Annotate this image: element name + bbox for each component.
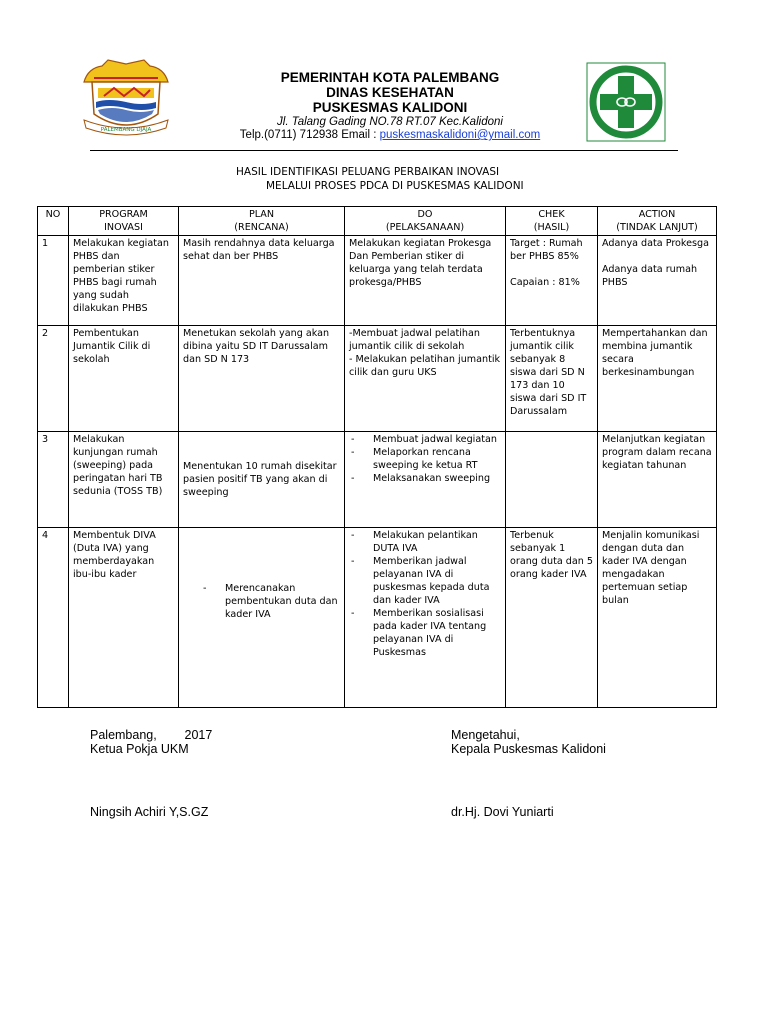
cell-chek xyxy=(506,432,598,528)
cell-plan: Masih rendahnya data keluarga sehat dan ber PHBS xyxy=(179,236,345,326)
do-item: - Membuat jadwal kegiatan xyxy=(349,433,501,446)
cell-action: Melanjutkan kegiatan program dalam recana kegiatan tahunan xyxy=(598,432,717,528)
cell-action: Menjalin komunikasi dengan duta dan kader IVA dengan mengadakan pertemuan setiap bulan xyxy=(598,528,717,708)
action-item: Adanya data rumah PHBS xyxy=(602,264,698,288)
do-item: - Melaporkan rencana sweeping ke ketua RT xyxy=(349,446,501,472)
cell-no: 1 xyxy=(38,236,69,326)
cell-plan: Menentukan 10 rumah disekitar pasien positif TB yang akan di sweeping xyxy=(179,432,345,528)
header-no: NO xyxy=(38,207,69,236)
header-divider xyxy=(90,150,678,151)
title-line-1: HASIL IDENTIFIKASI PELUANG PERBAIKAN INOVASI xyxy=(236,166,500,178)
header-program: PROGRAM INOVASI xyxy=(69,207,179,236)
cell-no: 3 xyxy=(38,432,69,528)
cell-program: Melakukan kegiatan PHBS dan pemberian stiker PHBS bagi rumah yang sudah dilakukan PHBS xyxy=(69,236,179,326)
header-address: Jl. Talang Gading NO.78 RT.07 Kec.Kalidoni xyxy=(277,116,503,128)
cell-plan xyxy=(179,528,345,708)
do-item: - Melakukan pelatihan jumantik cilik dan guru UKS xyxy=(349,354,501,378)
cell-chek xyxy=(506,236,598,326)
cell-chek: Terbenuk sebanyak 1 orang duta dan 5 orang kader IVA xyxy=(506,528,598,708)
header-line-1: PEMERINTAH KOTA PALEMBANG xyxy=(280,70,500,85)
signature-right xyxy=(451,728,606,756)
header-chek: CHEK (HASIL) xyxy=(506,207,598,236)
cell-do: Melakukan kegiatan Prokesga Dan Pemberian stiker di keluarga yang telah terdata prokesga/PHBS xyxy=(345,236,506,326)
header-line-3: PUSKESMAS KALIDONI xyxy=(312,100,468,115)
cell-no: 4 xyxy=(38,528,69,708)
header-plan: PLAN (RENCANA) xyxy=(179,207,345,236)
do-item: - Melaksanakan sweeping xyxy=(349,472,501,485)
cell-program: Pembentukan Jumantik Cilik di sekolah xyxy=(69,326,179,432)
cell-no: 2 xyxy=(38,326,69,432)
table-header-row xyxy=(38,207,717,236)
do-item: - Memberikan sosialisasi pada kader IVA tentang pelayanan IVA di Puskesmas xyxy=(349,607,501,659)
cell-do xyxy=(345,326,506,432)
right-signatory-name: dr.Hj. Dovi Yuniarti xyxy=(451,805,554,819)
signature-left xyxy=(90,728,212,756)
palembang-city-logo xyxy=(78,58,174,142)
cell-program: Membentuk DIVA (Duta IVA) yang memberdayakan ibu-ibu kader xyxy=(69,528,179,708)
right-role: Kepala Puskesmas Kalidoni xyxy=(451,742,606,756)
chek-target: Target : Rumah ber PHBS 85% xyxy=(510,238,583,262)
action-item: Adanya data Prokesga xyxy=(602,238,710,249)
header-do: DO (PELAKSANAAN) xyxy=(345,207,506,236)
chek-capaian: Capaian : 81% xyxy=(510,277,580,288)
cell-chek: Terbentuknya jumantik cilik sebanyak 8 siswa dari SD N 173 dan 10 siswa dari SD IT Darussalam xyxy=(506,326,598,432)
cell-program: Melakukan kunjungan rumah (sweeping) pada peringatan hari TB sedunia (TOSS TB) xyxy=(69,432,179,528)
do-item: - Melakukan pelantikan DUTA IVA xyxy=(349,529,501,555)
header-action: ACTION (TINDAK LANJUT) xyxy=(598,207,717,236)
cell-action: Mempertahankan dan membina jumantik secara berkesinambungan xyxy=(598,326,717,432)
pdca-table xyxy=(37,206,717,708)
title-line-2: MELALUI PROSES PDCA DI PUSKESMAS KALIDONI xyxy=(266,180,524,192)
table-row xyxy=(38,432,717,528)
logo-banner-text: PALEMBANG DJAJA xyxy=(100,127,152,133)
header-contact xyxy=(180,129,600,142)
table-row xyxy=(38,236,717,326)
email-link[interactable]: puskesmaskalidoni@ymail.com xyxy=(379,129,541,141)
table-row xyxy=(38,528,717,708)
cell-do xyxy=(345,528,506,708)
cell-plan: Menetukan sekolah yang akan dibina yaitu SD IT Darussalam dan SD N 173 xyxy=(179,326,345,432)
plan-item: - Merencanakan pembentukan duta dan kader IVA xyxy=(201,582,340,621)
cell-do xyxy=(345,432,506,528)
puskesmas-logo xyxy=(586,62,666,142)
place-date: Palembang, 2017 xyxy=(90,728,213,742)
do-item: -Membuat jadwal pelatihan jumantik cilik di sekolah xyxy=(349,328,480,352)
letterhead xyxy=(180,70,600,142)
left-signatory-name: Ningsih Achiri Y,S.GZ xyxy=(90,805,209,819)
left-role: Ketua Pokja UKM xyxy=(90,742,189,756)
document-title xyxy=(140,165,628,193)
table-row xyxy=(38,326,717,432)
do-item: - Memberikan jadwal pelayanan IVA di puskesmas kepada duta dan kader IVA xyxy=(349,555,501,607)
header-telephone: Telp.(0711) 712938 Email : xyxy=(239,129,380,141)
known-label: Mengetahui, xyxy=(451,728,520,742)
cell-action xyxy=(598,236,717,326)
header-line-2: DINAS KESEHATAN xyxy=(326,85,454,100)
